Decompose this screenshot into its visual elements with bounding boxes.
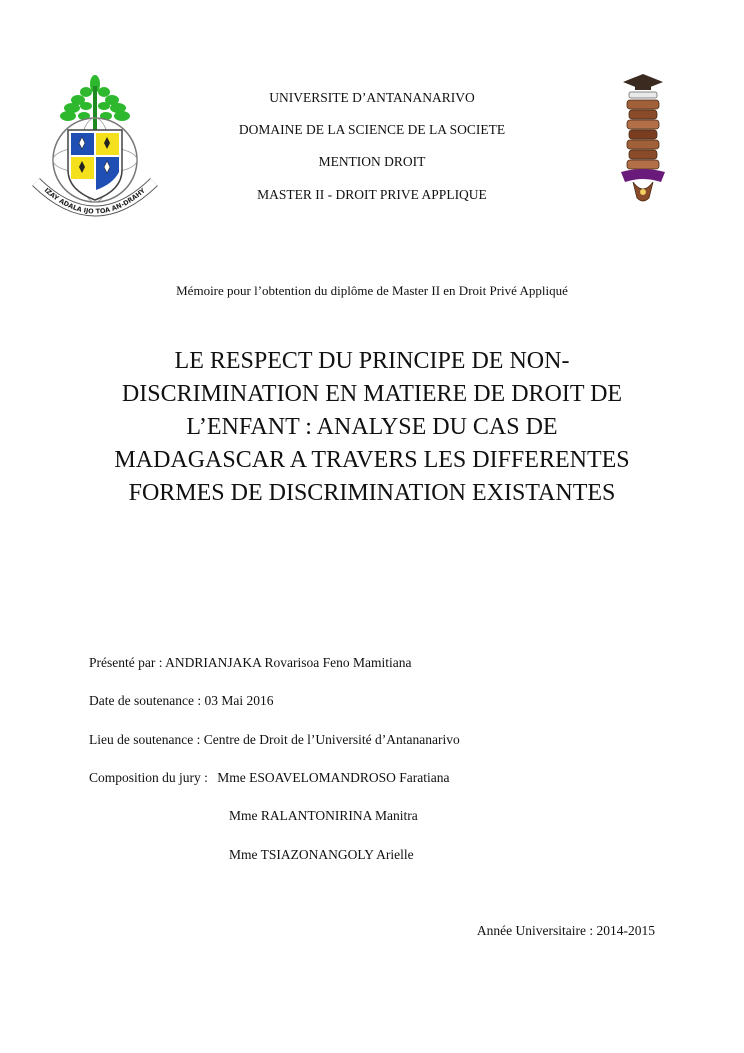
date-value: 03 Mai 2016 <box>204 693 274 708</box>
lieu-label: Lieu de soutenance : <box>89 732 201 747</box>
presente-label: Présenté par : <box>89 655 163 670</box>
jury-member: Mme ESOAVELOMANDROSO Faratiana <box>217 770 450 785</box>
university-crest-icon <box>28 72 162 228</box>
title-line: FORMES DE DISCRIMINATION EXISTANTES <box>128 480 616 506</box>
title-line: DISCRIMINATION EN MATIERE DE DROIT DE <box>121 381 623 407</box>
jury-label: Composition du jury : <box>89 770 208 785</box>
memoire-subtitle: Mémoire pour l’obtention du diplôme de Master II en Droit Privé Appliqué <box>176 283 568 298</box>
university-name: UNIVERSITE D’ANTANANARIVO <box>269 90 475 105</box>
academic-year: Année Universitaire : 2014-2015 <box>476 923 655 938</box>
master-name: MASTER II - DROIT PRIVE APPLIQUE <box>257 187 487 202</box>
domain-name: DOMAINE DE LA SCIENCE DE LA SOCIETE <box>238 122 506 137</box>
mention-name: MENTION DROIT <box>318 154 426 169</box>
title-line: LE RESPECT DU PRINCIPE DE NON- <box>174 348 570 374</box>
lieu-soutenance <box>89 732 460 748</box>
title-line: L’ENFANT : ANALYSE DU CAS DE <box>186 414 558 440</box>
jury-composition <box>89 770 450 786</box>
date-soutenance <box>89 693 273 709</box>
date-label: Date de soutenance : <box>89 693 202 708</box>
jury-member: Mme RALANTONIRINA Manitra <box>229 808 418 823</box>
jury-member: Mme TSIAZONANGOLY Arielle <box>229 847 414 862</box>
stacked-books-graduation-icon <box>613 70 673 208</box>
motto-text: IZAY ADALA IJO TOA AN-DRAHY <box>42 186 147 216</box>
title-line: MADAGASCAR A TRAVERS LES DIFFERENTES <box>114 447 630 473</box>
presente-par <box>89 655 411 671</box>
presente-value: ANDRIANJAKA Rovarisoa Feno Mamitiana <box>165 655 412 670</box>
thesis-title <box>60 345 684 510</box>
lieu-value: Centre de Droit de l’Université d’Antananarivo <box>203 732 460 747</box>
